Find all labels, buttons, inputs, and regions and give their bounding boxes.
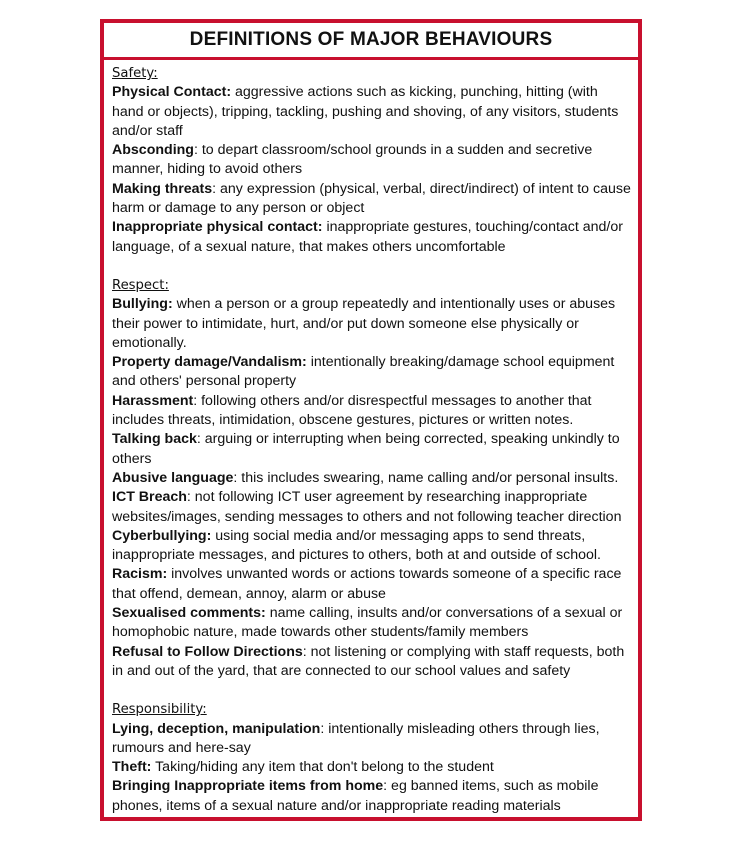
- definition-text: when a person or a group repeatedly and intentionally uses or abuses their power to intimidate, hurt, and/or put down someone else physically or emotionally.: [112, 296, 616, 351]
- definition-item: [112, 83, 632, 141]
- definition-text: : intentionally misleading others through lies, rumours and here-say: [112, 720, 600, 756]
- definition-item: [112, 392, 632, 431]
- section-respect: [112, 276, 632, 681]
- definition-term: Bringing Inappropriate items from home: [112, 778, 384, 795]
- definition-item: [112, 565, 632, 604]
- definition-term: Sexualised comments:: [112, 605, 266, 622]
- definition-item: [112, 777, 632, 816]
- definition-term: Making threats: [112, 180, 213, 197]
- definitions-frame: [100, 19, 642, 821]
- definition-item: [112, 720, 632, 759]
- definition-term: Absconding: [112, 142, 194, 159]
- definition-text: : following others and/or disrespectful messages to another that includes threats, intimidation, obscene gestures, pictures or written notes.: [112, 392, 592, 429]
- definition-term: Bullying:: [112, 296, 173, 313]
- definition-term: Racism:: [112, 566, 168, 583]
- definition-item: [112, 604, 632, 643]
- definition-item: [112, 758, 632, 777]
- section-heading: Responsibility:: [112, 702, 207, 718]
- definition-term: Physical Contact:: [112, 84, 232, 101]
- definition-text: : eg banned items, such as mobile phones, items of a sexual nature and/or inappropriate reading materials: [112, 778, 599, 814]
- definition-text: : not listening or complying with staff requests, both in and out of the yard, that are connected to our school values and safety: [112, 643, 625, 679]
- definition-term: Talking back: [112, 431, 197, 448]
- definition-term: Abusive language: [112, 469, 234, 486]
- page-title: DEFINITIONS OF MAJOR BEHAVIOURS: [189, 29, 553, 50]
- definition-item: [112, 488, 632, 527]
- definition-term: Harassment: [112, 392, 194, 409]
- definition-term: Inappropriate physical contact:: [112, 219, 323, 236]
- definition-item: [112, 430, 632, 469]
- section-heading: Safety:: [112, 66, 158, 81]
- definition-text: : to depart classroom/school grounds in a sudden and secretive manner, hiding to avoid others: [112, 142, 593, 178]
- definition-text: name calling, insults and/or conversations of a sexual or homophobic nature, made towards other students/family members: [112, 605, 623, 641]
- definition-text: : not following ICT user agreement by researching inappropriate websites/images, sending messages to others and not following teacher direction: [112, 489, 622, 525]
- definition-item: [112, 180, 632, 219]
- definition-text: involves unwanted words or actions towards someone of a specific race that offend, demean, annoy, alarm or abuse: [112, 566, 622, 602]
- definition-term: ICT Breach: [112, 489, 187, 506]
- definition-item: [112, 295, 632, 353]
- section-safety: [112, 64, 632, 257]
- definition-term: Theft:: [112, 759, 152, 776]
- section-heading: Respect:: [112, 277, 169, 293]
- definition-item: [112, 469, 632, 488]
- definition-text: using social media and/or messaging apps to send threats, inappropriate messages, and pictures to others, both at and outside of school.: [112, 527, 601, 564]
- definition-term: Lying, deception, manipulation: [112, 720, 321, 737]
- definition-text: : any expression (physical, verbal, direct/indirect) of intent to cause harm or damage to any person or object: [112, 180, 631, 217]
- definition-text: : arguing or interrupting when being corrected, speaking unkindly to others: [112, 431, 620, 467]
- definition-item: [112, 353, 632, 392]
- definition-term: Refusal to Follow Directions: [112, 643, 303, 660]
- definition-text: intentionally breaking/damage school equipment and others' personal property: [112, 354, 615, 390]
- definition-term: Cyberbullying:: [112, 527, 212, 544]
- title-box: [104, 23, 638, 60]
- definition-term: Property damage/Vandalism:: [112, 354, 307, 371]
- definition-text: Taking/hiding any item that don't belong to the student: [151, 759, 494, 776]
- definition-item: [112, 527, 632, 566]
- definition-text: aggressive actions such as kicking, punching, hitting (with hand or objects), tripping, tackling, pushing and shoving, of any visitors, students and/or staff: [112, 84, 619, 139]
- definition-item: [112, 218, 632, 257]
- definition-item: [112, 643, 632, 682]
- definition-text: inappropriate gestures, touching/contact and/or language, of a sexual nature, that makes others uncomfortable: [112, 219, 623, 255]
- definition-text: : this includes swearing, name calling and/or personal insults.: [233, 469, 619, 486]
- section-responsibility: [112, 700, 632, 816]
- definitions-content: [112, 64, 632, 816]
- definition-item: [112, 141, 632, 180]
